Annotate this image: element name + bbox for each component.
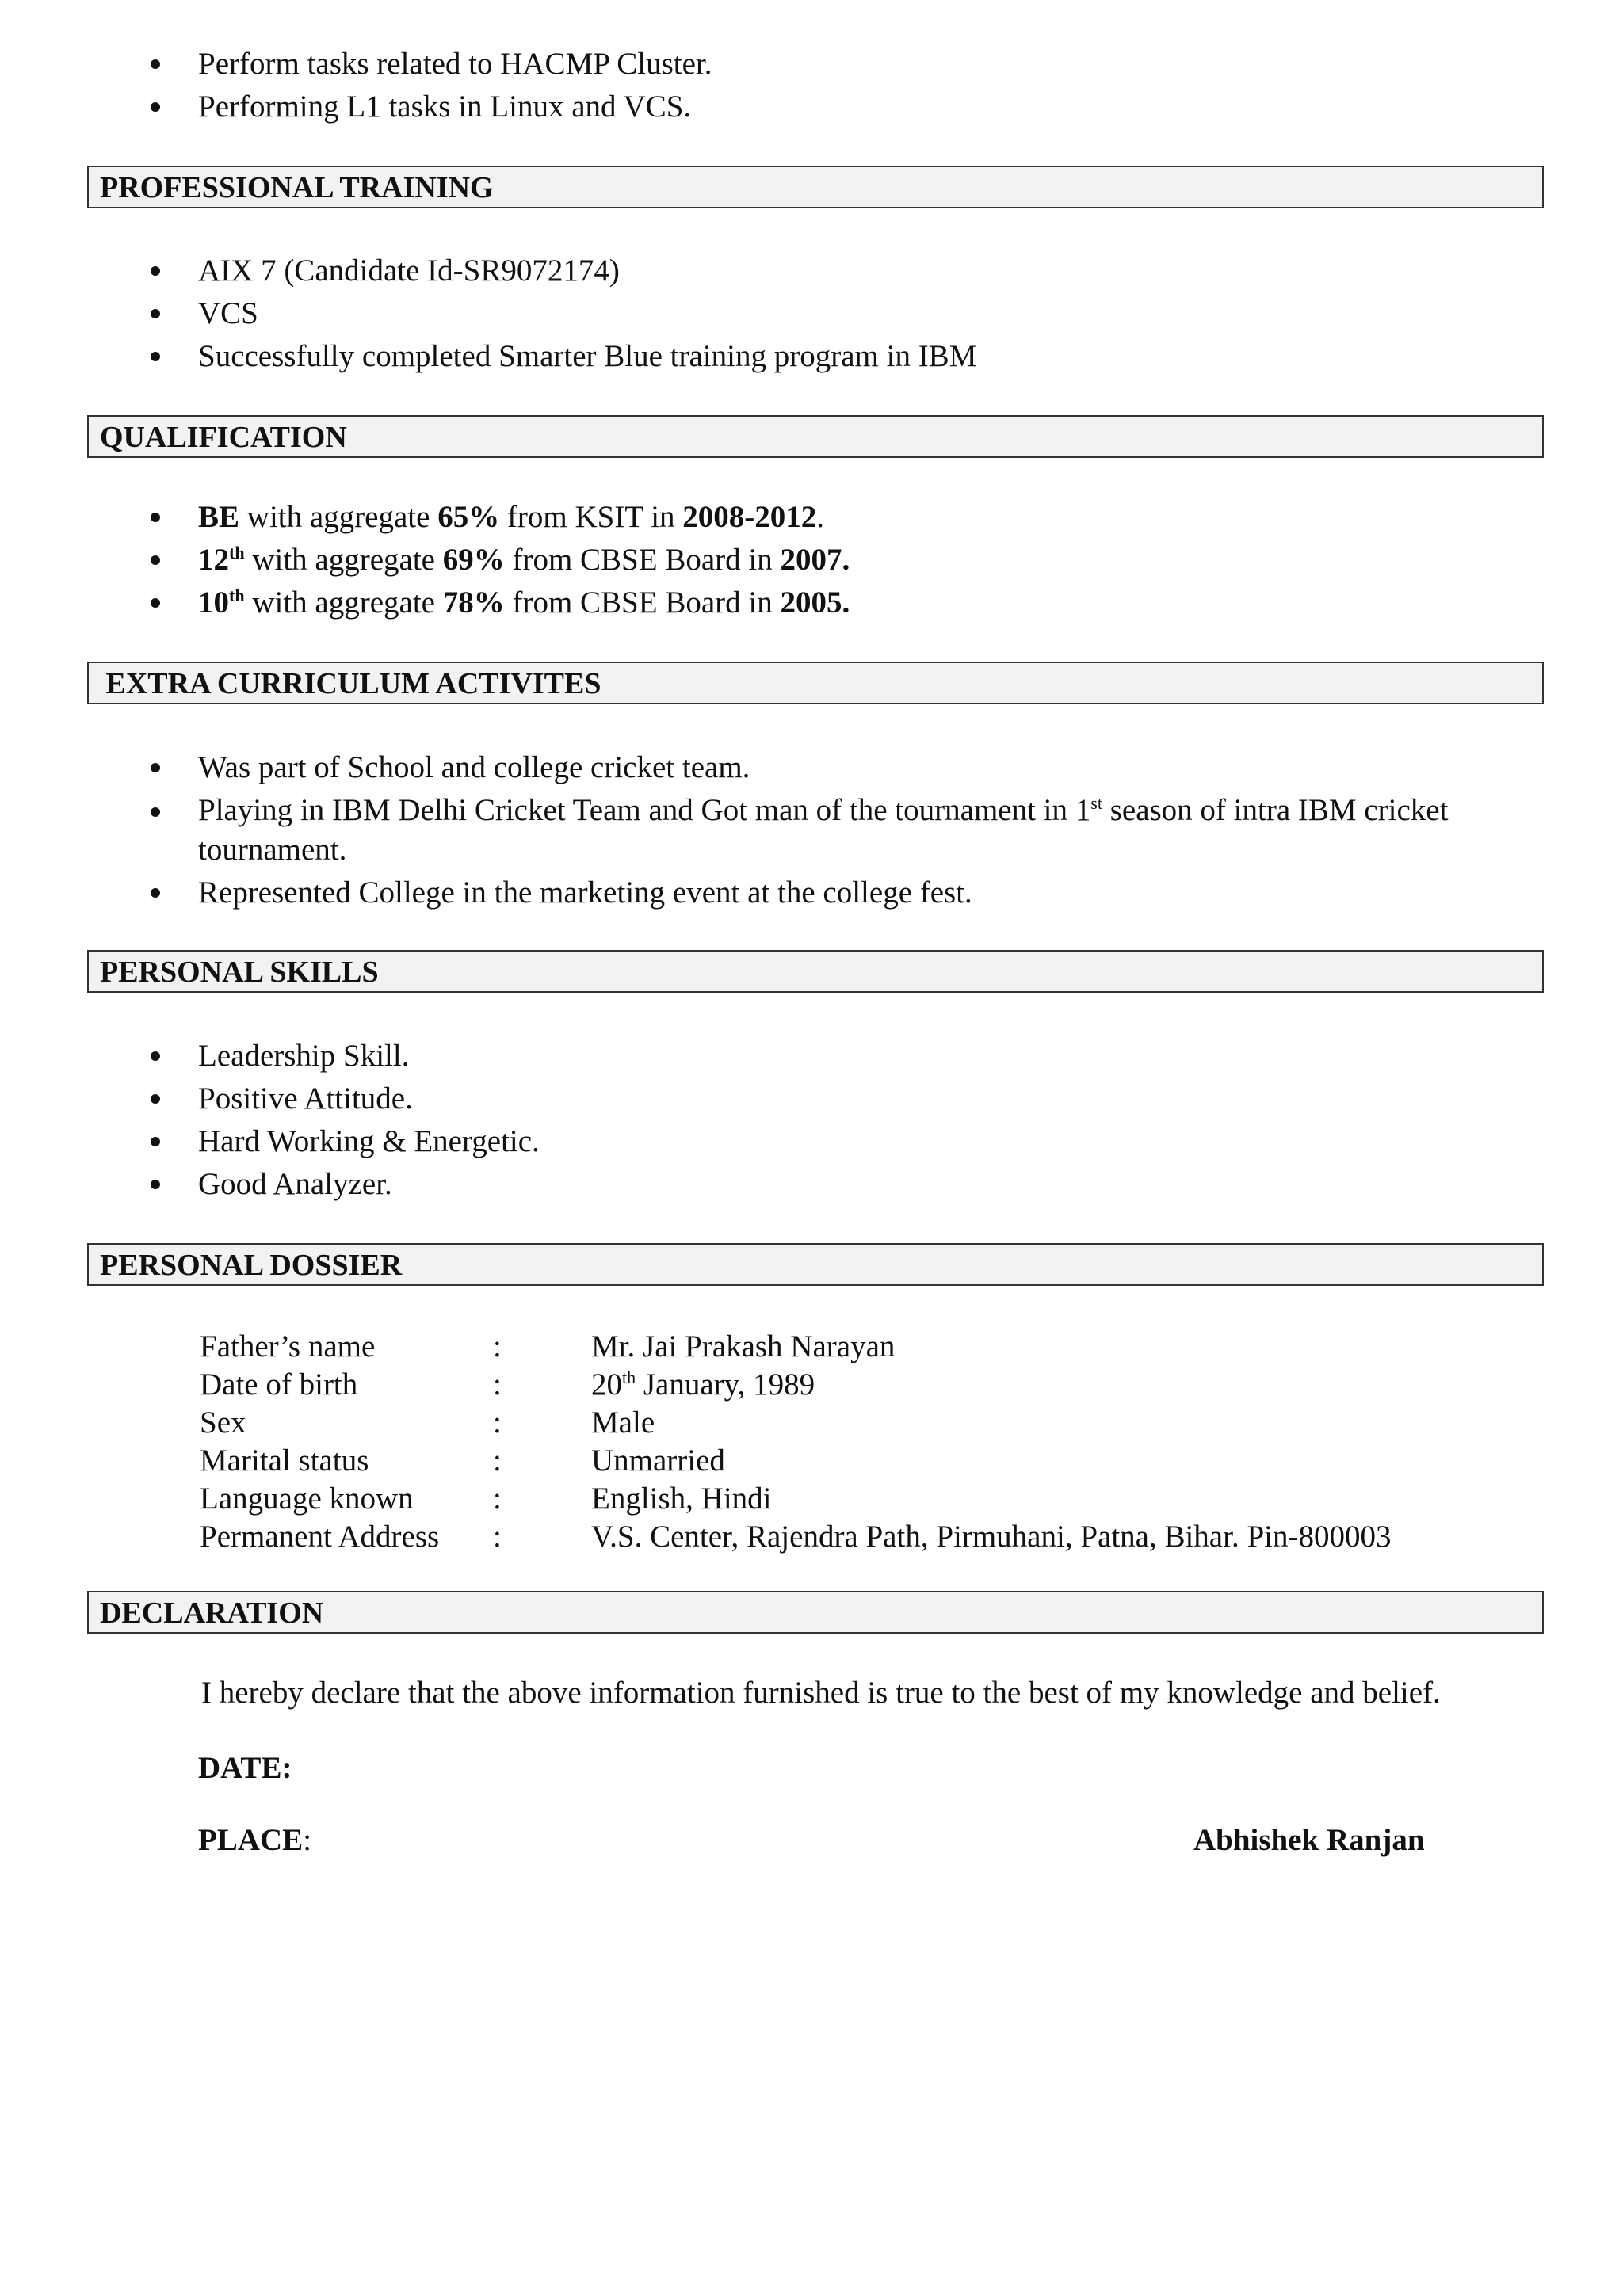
dossier-value: Male [591, 1405, 655, 1440]
bullet-icon [151, 309, 160, 318]
bullet-icon [151, 59, 160, 69]
dossier-label: Language known [200, 1482, 414, 1516]
dossier-row-marital-status [200, 1442, 1547, 1480]
section-heading-qualification: QUALIFICATION [87, 415, 1544, 458]
skills-list [0, 1035, 1623, 1206]
dossier-label: Sex [200, 1405, 246, 1440]
dossier-value: English, Hindi [591, 1482, 772, 1516]
bullet-icon [151, 1051, 160, 1061]
dossier-label: Father’s name [200, 1329, 376, 1363]
bullet-icon [151, 763, 160, 772]
list-item: Playing in IBM Delhi Cricket Team and Got man of the tournament in 1st season of intra IBM cricket tournament. [0, 789, 1623, 871]
dossier-row-sex [200, 1404, 1547, 1442]
list-item: Was part of School and college cricket team. [0, 746, 1623, 789]
dossier-row-fathers-name [200, 1328, 1547, 1366]
list-item: Leadership Skill. [0, 1035, 1623, 1077]
place-line [198, 1819, 311, 1862]
dossier-row-date-of-birth [200, 1366, 1547, 1404]
list-item: Successfully completed Smarter Blue training program in IBM [0, 335, 1623, 378]
dossier-separator: : [493, 1482, 502, 1516]
list-item: VCS [0, 292, 1623, 335]
bullet-icon [151, 1137, 160, 1146]
dossier-separator: : [493, 1444, 502, 1478]
list-item: BE with aggregate 65% from KSIT in 2008-2012. [0, 496, 1623, 539]
dossier-label: Date of birth [200, 1367, 358, 1402]
qualification-list [0, 496, 1623, 624]
section-heading-declaration: DECLARATION [87, 1591, 1544, 1634]
list-item: Perform tasks related to HACMP Cluster. [0, 43, 1623, 86]
signature-name: Abhishek Ranjan [1193, 1823, 1425, 1857]
list-item: 10th with aggregate 78% from CBSE Board in 2005. [0, 582, 1623, 624]
declaration-text: I hereby declare that the above information furnished is true to the best of my knowledge and belief. [201, 1676, 1441, 1710]
section-heading-training: PROFESSIONAL TRAINING [87, 166, 1544, 208]
list-item: Represented College in the marketing event at the college fest. [0, 871, 1623, 914]
dossier-separator: : [493, 1520, 502, 1554]
list-item: 12th with aggregate 69% from CBSE Board in 2007. [0, 539, 1623, 582]
list-item: Positive Attitude. [0, 1077, 1623, 1120]
experience-list [0, 43, 1623, 128]
dossier-separator: : [493, 1405, 502, 1440]
bullet-icon [151, 266, 160, 276]
date-label: DATE: [198, 1751, 292, 1785]
bullet-icon [151, 807, 160, 817]
dossier-value: 20th January, 1989 [591, 1367, 815, 1402]
place-label: PLACE [198, 1823, 304, 1857]
training-list [0, 250, 1623, 378]
bullet-icon [151, 1180, 160, 1189]
extra-list [0, 746, 1623, 914]
list-item: Hard Working & Energetic. [0, 1120, 1623, 1163]
bullet-icon [151, 888, 160, 898]
list-item: Performing L1 tasks in Linux and VCS. [0, 86, 1623, 128]
bullet-icon [151, 352, 160, 361]
bullet-icon [151, 555, 160, 565]
dossier-separator: : [493, 1329, 502, 1363]
section-heading-extra: EXTRA CURRICULUM ACTIVITES [87, 662, 1544, 704]
dossier-value: V.S. Center, Rajendra Path, Pirmuhani, Patna, Bihar. Pin-800003 [591, 1520, 1392, 1554]
bullet-icon [151, 1094, 160, 1104]
dossier-value: Unmarried [591, 1444, 725, 1478]
place-colon: : [303, 1823, 312, 1857]
bullet-icon [151, 102, 160, 112]
dossier-separator: : [493, 1367, 502, 1402]
dossier-row-language-known [200, 1480, 1547, 1518]
section-heading-skills: PERSONAL SKILLS [87, 950, 1544, 993]
dossier-label: Permanent Address [200, 1520, 440, 1554]
section-heading-dossier: PERSONAL DOSSIER [87, 1243, 1544, 1286]
bullet-icon [151, 598, 160, 608]
dossier-value: Mr. Jai Prakash Narayan [591, 1329, 896, 1363]
bullet-icon [151, 513, 160, 522]
dossier-row-permanent-address [200, 1518, 1547, 1556]
list-item: Good Analyzer. [0, 1163, 1623, 1206]
list-item: AIX 7 (Candidate Id-SR9072174) [0, 250, 1623, 292]
dossier-label: Marital status [200, 1444, 369, 1478]
